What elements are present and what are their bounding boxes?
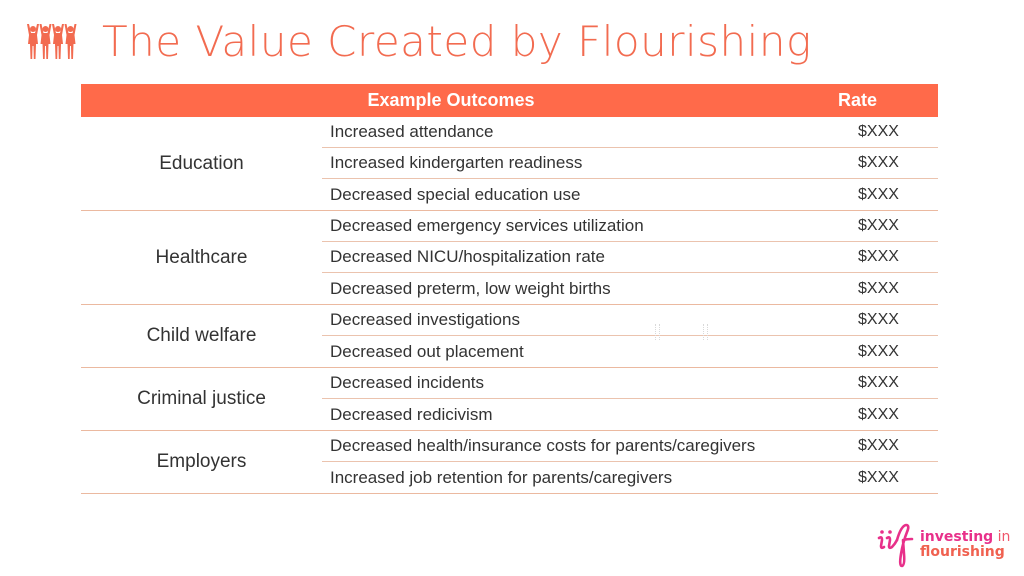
outcome-cell: Increased job retention for parents/caregivers (330, 467, 673, 487)
outcome-cell: Decreased preterm, low weight births (330, 278, 611, 298)
outcome-cell: Decreased out placement (330, 341, 524, 361)
group-label: Employers (156, 451, 247, 472)
table-group-employers (81, 431, 938, 494)
rate-cell: $XXX (858, 185, 899, 203)
rate-cell: $XXX (858, 374, 899, 391)
table-row (322, 273, 938, 304)
rate-cell: $XXX (858, 123, 899, 140)
outcome-cell: Increased attendance (330, 122, 494, 141)
group-label: Child welfare (146, 325, 257, 346)
table-row (322, 211, 938, 242)
outcomes-table (81, 84, 938, 494)
outcome-cell: Decreased incidents (330, 373, 485, 392)
table-row (322, 179, 938, 210)
rate-cell: $XXX (858, 217, 899, 234)
outcome-cell: Decreased special education use (330, 184, 581, 204)
cell-resize-handle (703, 324, 708, 340)
outcome-cell: Decreased investigations (330, 310, 520, 329)
column-header-rate: Rate (838, 90, 878, 110)
group-label: Healthcare (155, 246, 248, 268)
people-group-icon (26, 24, 78, 60)
table-group-child-welfare (81, 305, 938, 368)
logo-text-in: in (993, 529, 1011, 545)
table-row (322, 148, 938, 179)
rate-cell: $XXX (858, 154, 899, 171)
brand-logo (876, 520, 1010, 570)
logo-text-investing: investing (920, 529, 994, 545)
rate-cell: $XXX (858, 342, 899, 360)
group-label: Criminal justice (137, 388, 266, 409)
table-row (322, 399, 938, 430)
table-row (322, 305, 938, 336)
outcome-cell: Increased kindergarten readiness (330, 153, 583, 172)
table-row (322, 431, 938, 462)
title-row (26, 14, 812, 70)
table-header (81, 84, 938, 117)
outcome-cell: Decreased emergency services utilization (330, 216, 644, 235)
rate-cell: $XXX (858, 437, 899, 454)
rate-cell: $XXX (858, 279, 899, 297)
column-header-outcomes: Example Outcomes (367, 90, 535, 110)
table-row (322, 462, 938, 493)
rate-cell: $XXX (858, 311, 899, 328)
group-label: Education (159, 152, 244, 174)
table-row (322, 117, 938, 148)
cell-resize-handle (655, 324, 660, 340)
table-row (322, 242, 938, 273)
table-group-healthcare (81, 211, 938, 305)
table-row (322, 336, 938, 367)
logo-text-flourishing: flourishing (920, 544, 1005, 560)
table-group-education (81, 117, 938, 211)
page-title: The Value Created by Flourishing (102, 17, 812, 66)
iif-logo-icon (876, 520, 916, 570)
table-row (322, 368, 938, 399)
table-group-criminal-justice (81, 368, 938, 431)
outcome-cell: Decreased health/insurance costs for parents/caregivers (330, 436, 756, 455)
rate-cell: $XXX (858, 405, 899, 423)
logo-wordmark (920, 530, 1010, 560)
outcome-cell: Decreased redicivism (330, 404, 493, 424)
outcome-cell: Decreased NICU/hospitalization rate (330, 247, 605, 266)
rate-cell: $XXX (858, 248, 899, 265)
rate-cell: $XXX (858, 468, 899, 486)
